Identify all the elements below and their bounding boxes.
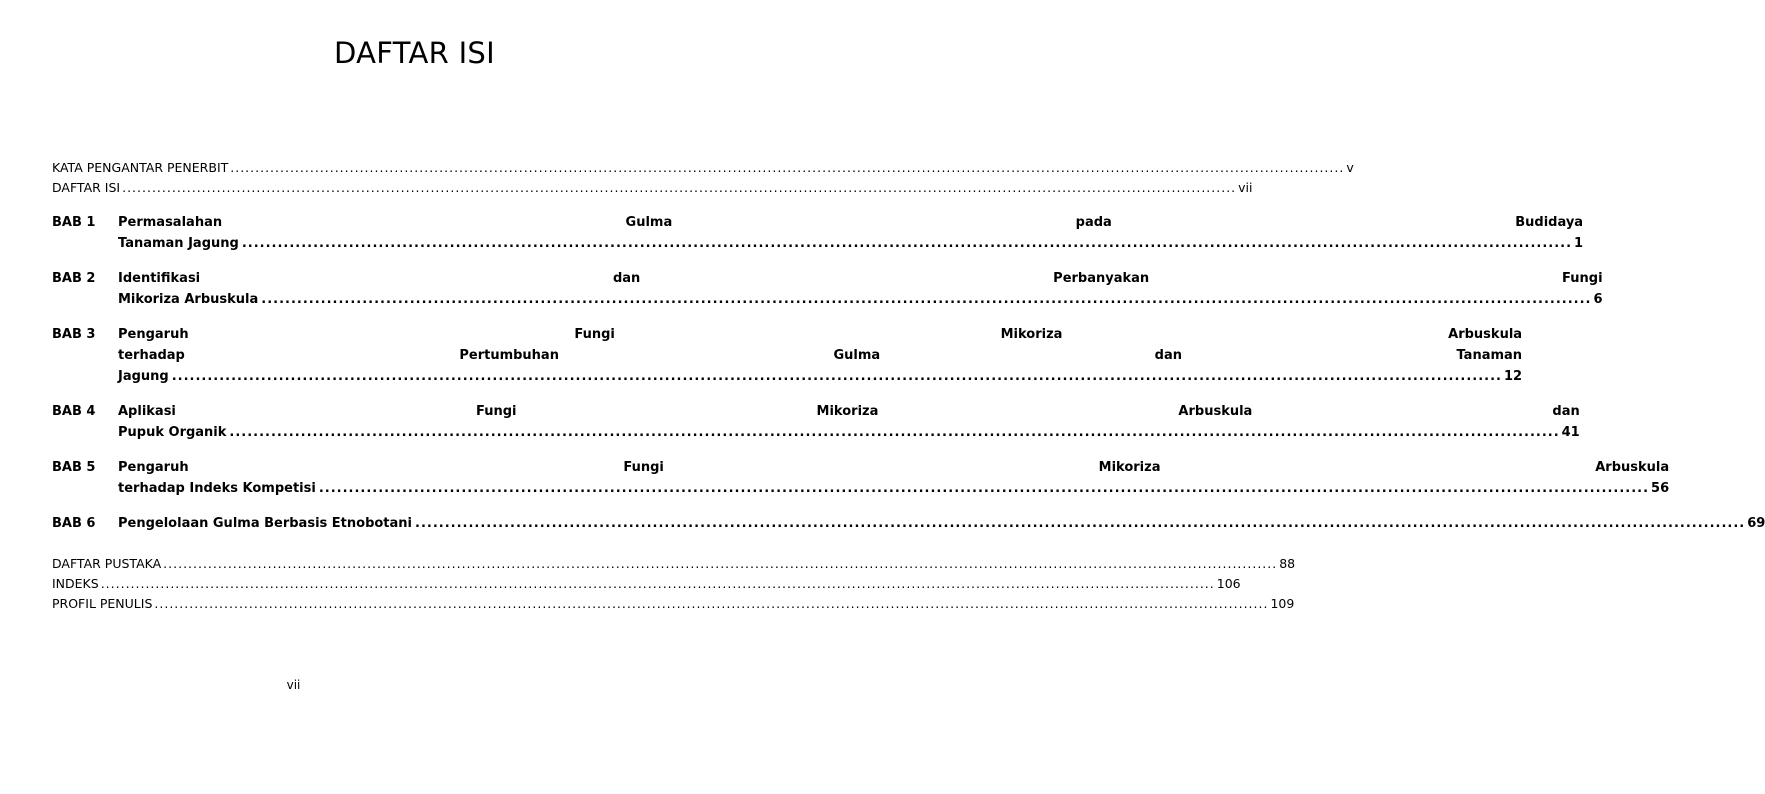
- chapter-number: BAB 4: [52, 404, 96, 419]
- chapter-number: BAB 1: [52, 215, 96, 230]
- chapter-title-line: Mikoriza Arbuskula: [118, 292, 259, 307]
- dot-leader: [230, 158, 1344, 178]
- table-of-contents: [52, 158, 1765, 614]
- toc-chapter-2[interactable]: [52, 268, 1603, 310]
- chapter-title-line: Aplikasi Fungi Mikoriza Arbuskula dan: [118, 404, 1580, 419]
- chapter-title-line: Tanaman Jagung: [118, 236, 239, 251]
- chapter-title-line: Pengelolaan Gulma Berbasis Etnobotani: [118, 516, 413, 531]
- toc-entry-page: v: [1346, 160, 1354, 175]
- toc-entry-page: 109: [1270, 596, 1295, 611]
- dot-leader: [415, 513, 1745, 534]
- dot-leader: [163, 554, 1277, 574]
- chapter-title-line: Identifikasi dan Perbanyakan Fungi: [118, 271, 1603, 286]
- toc-entry-label: DAFTAR PUSTAKA: [52, 556, 162, 571]
- dot-leader: [154, 594, 1268, 614]
- toc-entry-page: 88: [1279, 556, 1296, 571]
- toc-entry-daftar-isi[interactable]: [52, 178, 1253, 198]
- dot-leader: [261, 289, 1591, 310]
- chapter-page: 6: [1593, 292, 1603, 307]
- chapter-title-line: Pengaruh Fungi Mikoriza Arbuskula: [118, 327, 1523, 342]
- dot-leader: [122, 178, 1236, 198]
- toc-entry-page: 106: [1216, 576, 1241, 591]
- toc-chapter-6[interactable]: [52, 513, 1765, 534]
- toc-chapter-5[interactable]: [52, 457, 1670, 499]
- chapter-page: 41: [1561, 425, 1580, 440]
- toc-chapter-1[interactable]: [52, 212, 1584, 254]
- toc-entry-page: vii: [1238, 180, 1253, 195]
- chapter-page: 69: [1747, 516, 1765, 531]
- toc-chapter-3[interactable]: [52, 324, 1523, 387]
- chapter-page: 56: [1651, 481, 1670, 496]
- toc-entry-profil-penulis[interactable]: [52, 594, 1295, 614]
- toc-entry-indeks[interactable]: [52, 574, 1241, 594]
- dot-leader: [229, 422, 1559, 443]
- chapter-number: BAB 5: [52, 460, 96, 475]
- chapter-title-line: Pupuk Organik: [118, 425, 227, 440]
- chapter-title-line: terhadap Indeks Kompetisi: [118, 481, 316, 496]
- toc-entry-label: PROFIL PENULIS: [52, 596, 153, 611]
- chapter-page: 1: [1574, 236, 1584, 251]
- chapter-title-line: Jagung: [118, 369, 169, 384]
- toc-entry-label: DAFTAR ISI: [52, 180, 121, 195]
- chapter-title-line: Permasalahan Gulma pada Budidaya: [118, 215, 1584, 230]
- toc-entry-label: KATA PENGANTAR PENERBIT: [52, 160, 229, 175]
- chapter-number: BAB 6: [52, 516, 96, 531]
- page-number: vii: [286, 678, 301, 692]
- chapter-title-line: terhadap Pertumbuhan Gulma dan Tanaman: [118, 348, 1523, 363]
- chapter-title-line: Pengaruh Fungi Mikoriza Arbuskula: [118, 460, 1670, 475]
- toc-entry-kata-pengantar[interactable]: [52, 158, 1354, 178]
- dot-leader: [242, 233, 1572, 254]
- toc-entry-label: INDEKS: [52, 576, 99, 591]
- dot-leader: [101, 574, 1215, 594]
- chapter-number: BAB 3: [52, 327, 96, 342]
- chapter-page: 12: [1503, 369, 1523, 384]
- page-title: DAFTAR ISI: [333, 36, 495, 70]
- dot-leader: [172, 366, 1502, 387]
- toc-chapter-4[interactable]: [52, 401, 1580, 443]
- chapter-number: BAB 2: [52, 271, 96, 286]
- toc-entry-daftar-pustaka[interactable]: [52, 554, 1296, 574]
- dot-leader: [319, 478, 1649, 499]
